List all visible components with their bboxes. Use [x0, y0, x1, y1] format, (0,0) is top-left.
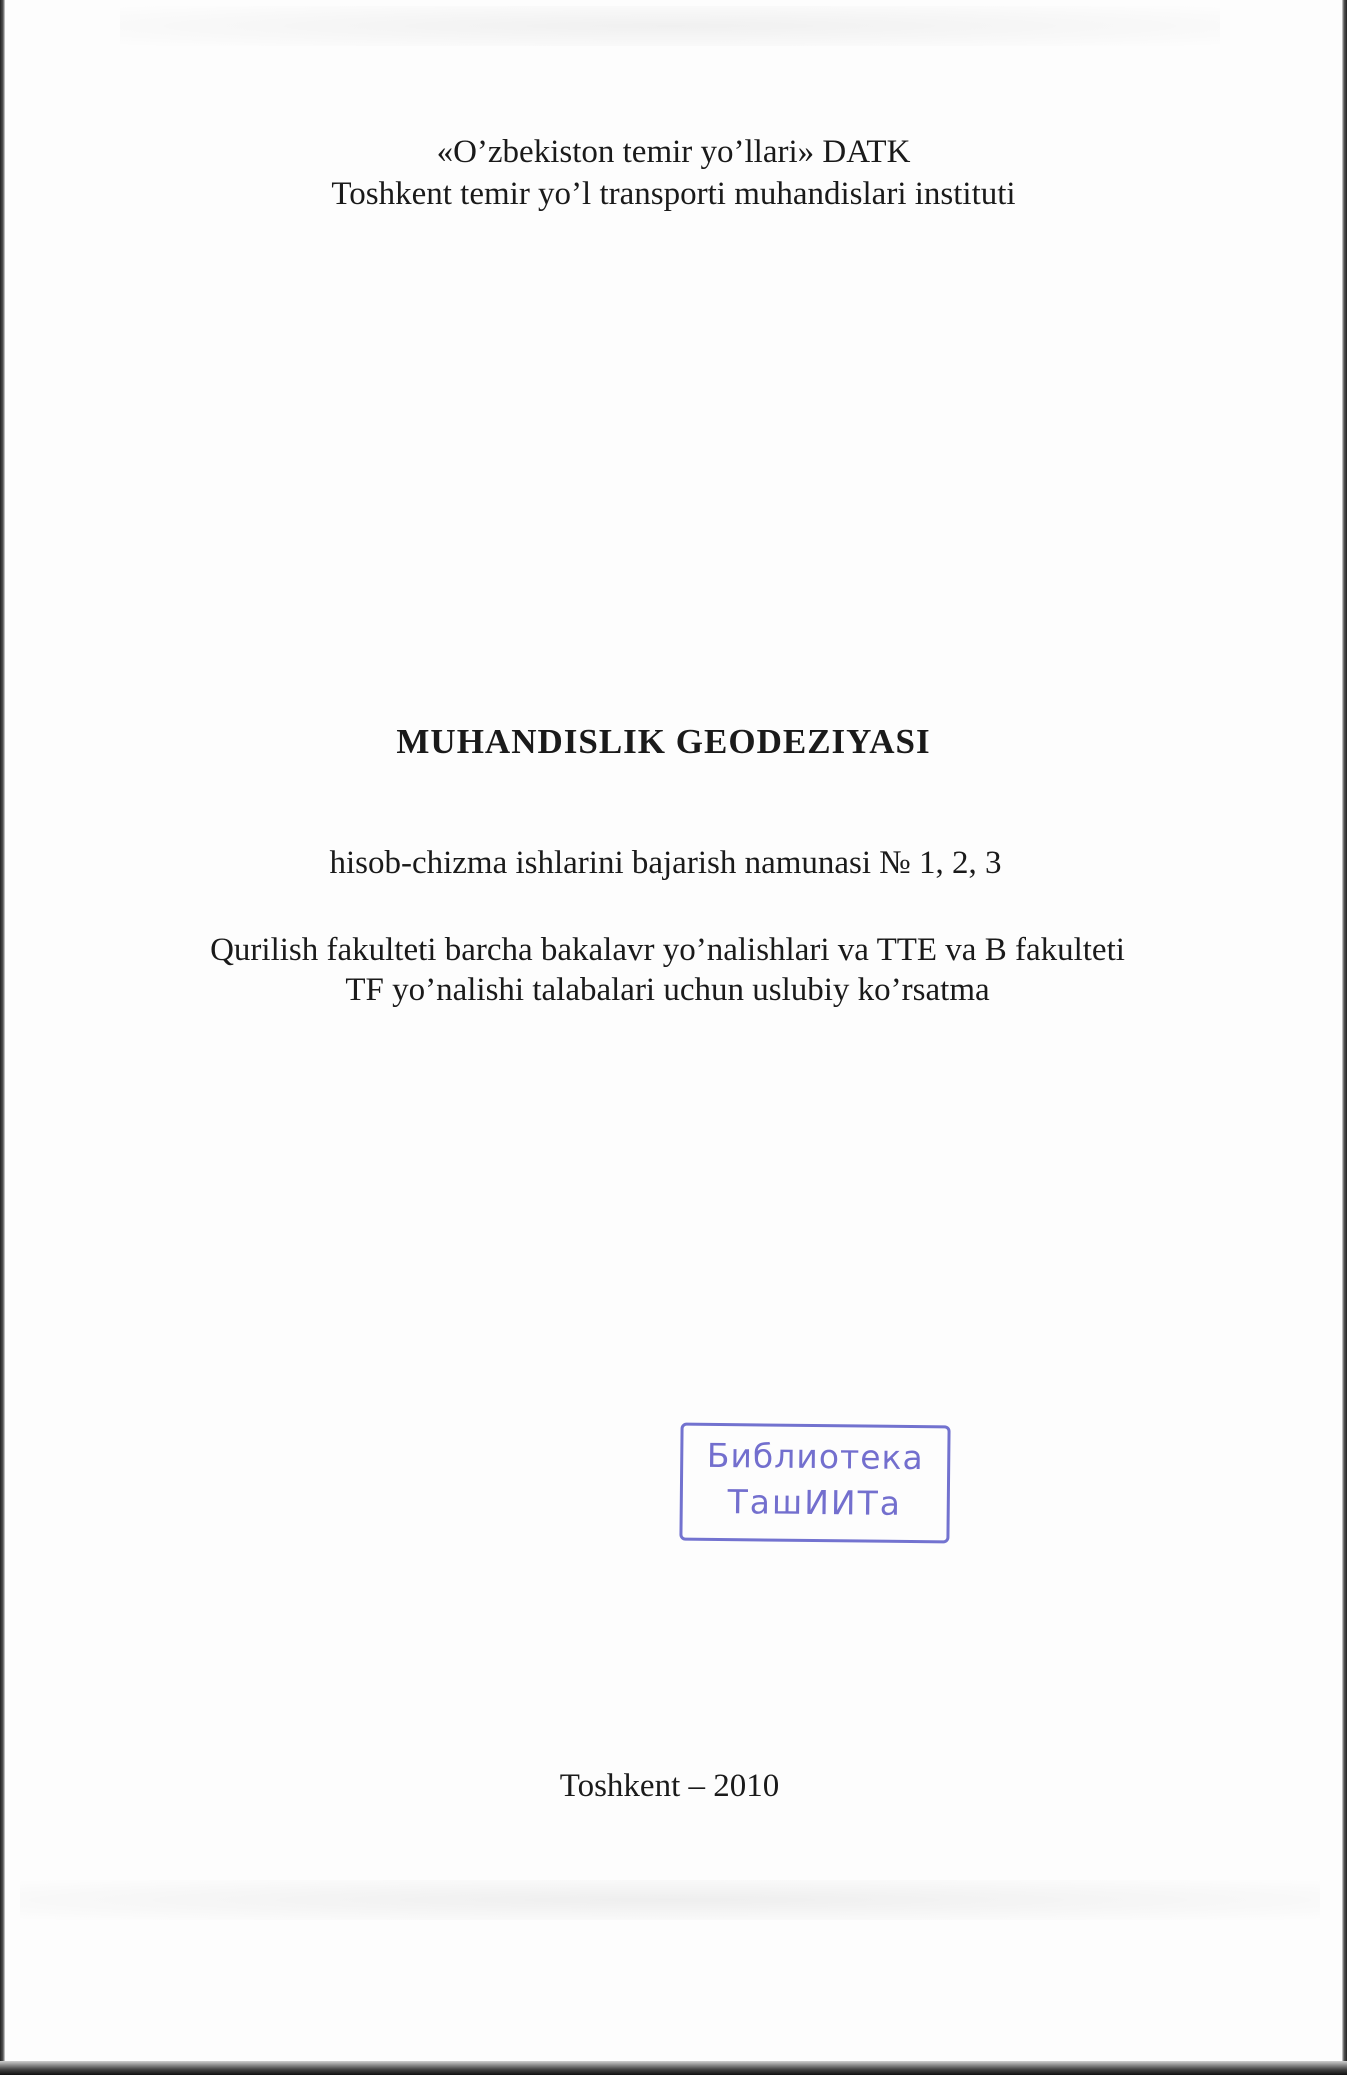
stamp-text-line-1: Библиотека: [706, 1435, 924, 1478]
scan-shadow-top: [120, 6, 1220, 46]
document-title: MUHANDISLIK GEODEZIYASI: [396, 722, 931, 761]
scan-shadow-bottom: [20, 1880, 1320, 1920]
scan-edge-left: [0, 0, 5, 2075]
scan-edge-right: [1342, 0, 1347, 2075]
scan-edge-bottom: [0, 2061, 1347, 2075]
document-description-line-2: TF yo’nalishi talabalari uchun uslubiy ko’rsatma: [345, 972, 990, 1008]
institute-name: Toshkent temir yo’l transporti muhandislari instituti: [331, 176, 1016, 212]
organization-name: «O’zbekiston temir yo’llari» DATK: [436, 134, 911, 170]
document-description-line-1: Qurilish fakulteti barcha bakalavr yo’nalishlari va TTE va B fakulteti: [210, 932, 1125, 968]
document-subtitle: hisob-chizma ishlarini bajarish namunasi № 1, 2, 3: [329, 845, 1002, 881]
library-stamp: [679, 1423, 950, 1544]
stamp-text-line-2: ТашИИТа: [727, 1482, 903, 1523]
publication-place-year: Toshkent – 2010: [559, 1768, 780, 1804]
